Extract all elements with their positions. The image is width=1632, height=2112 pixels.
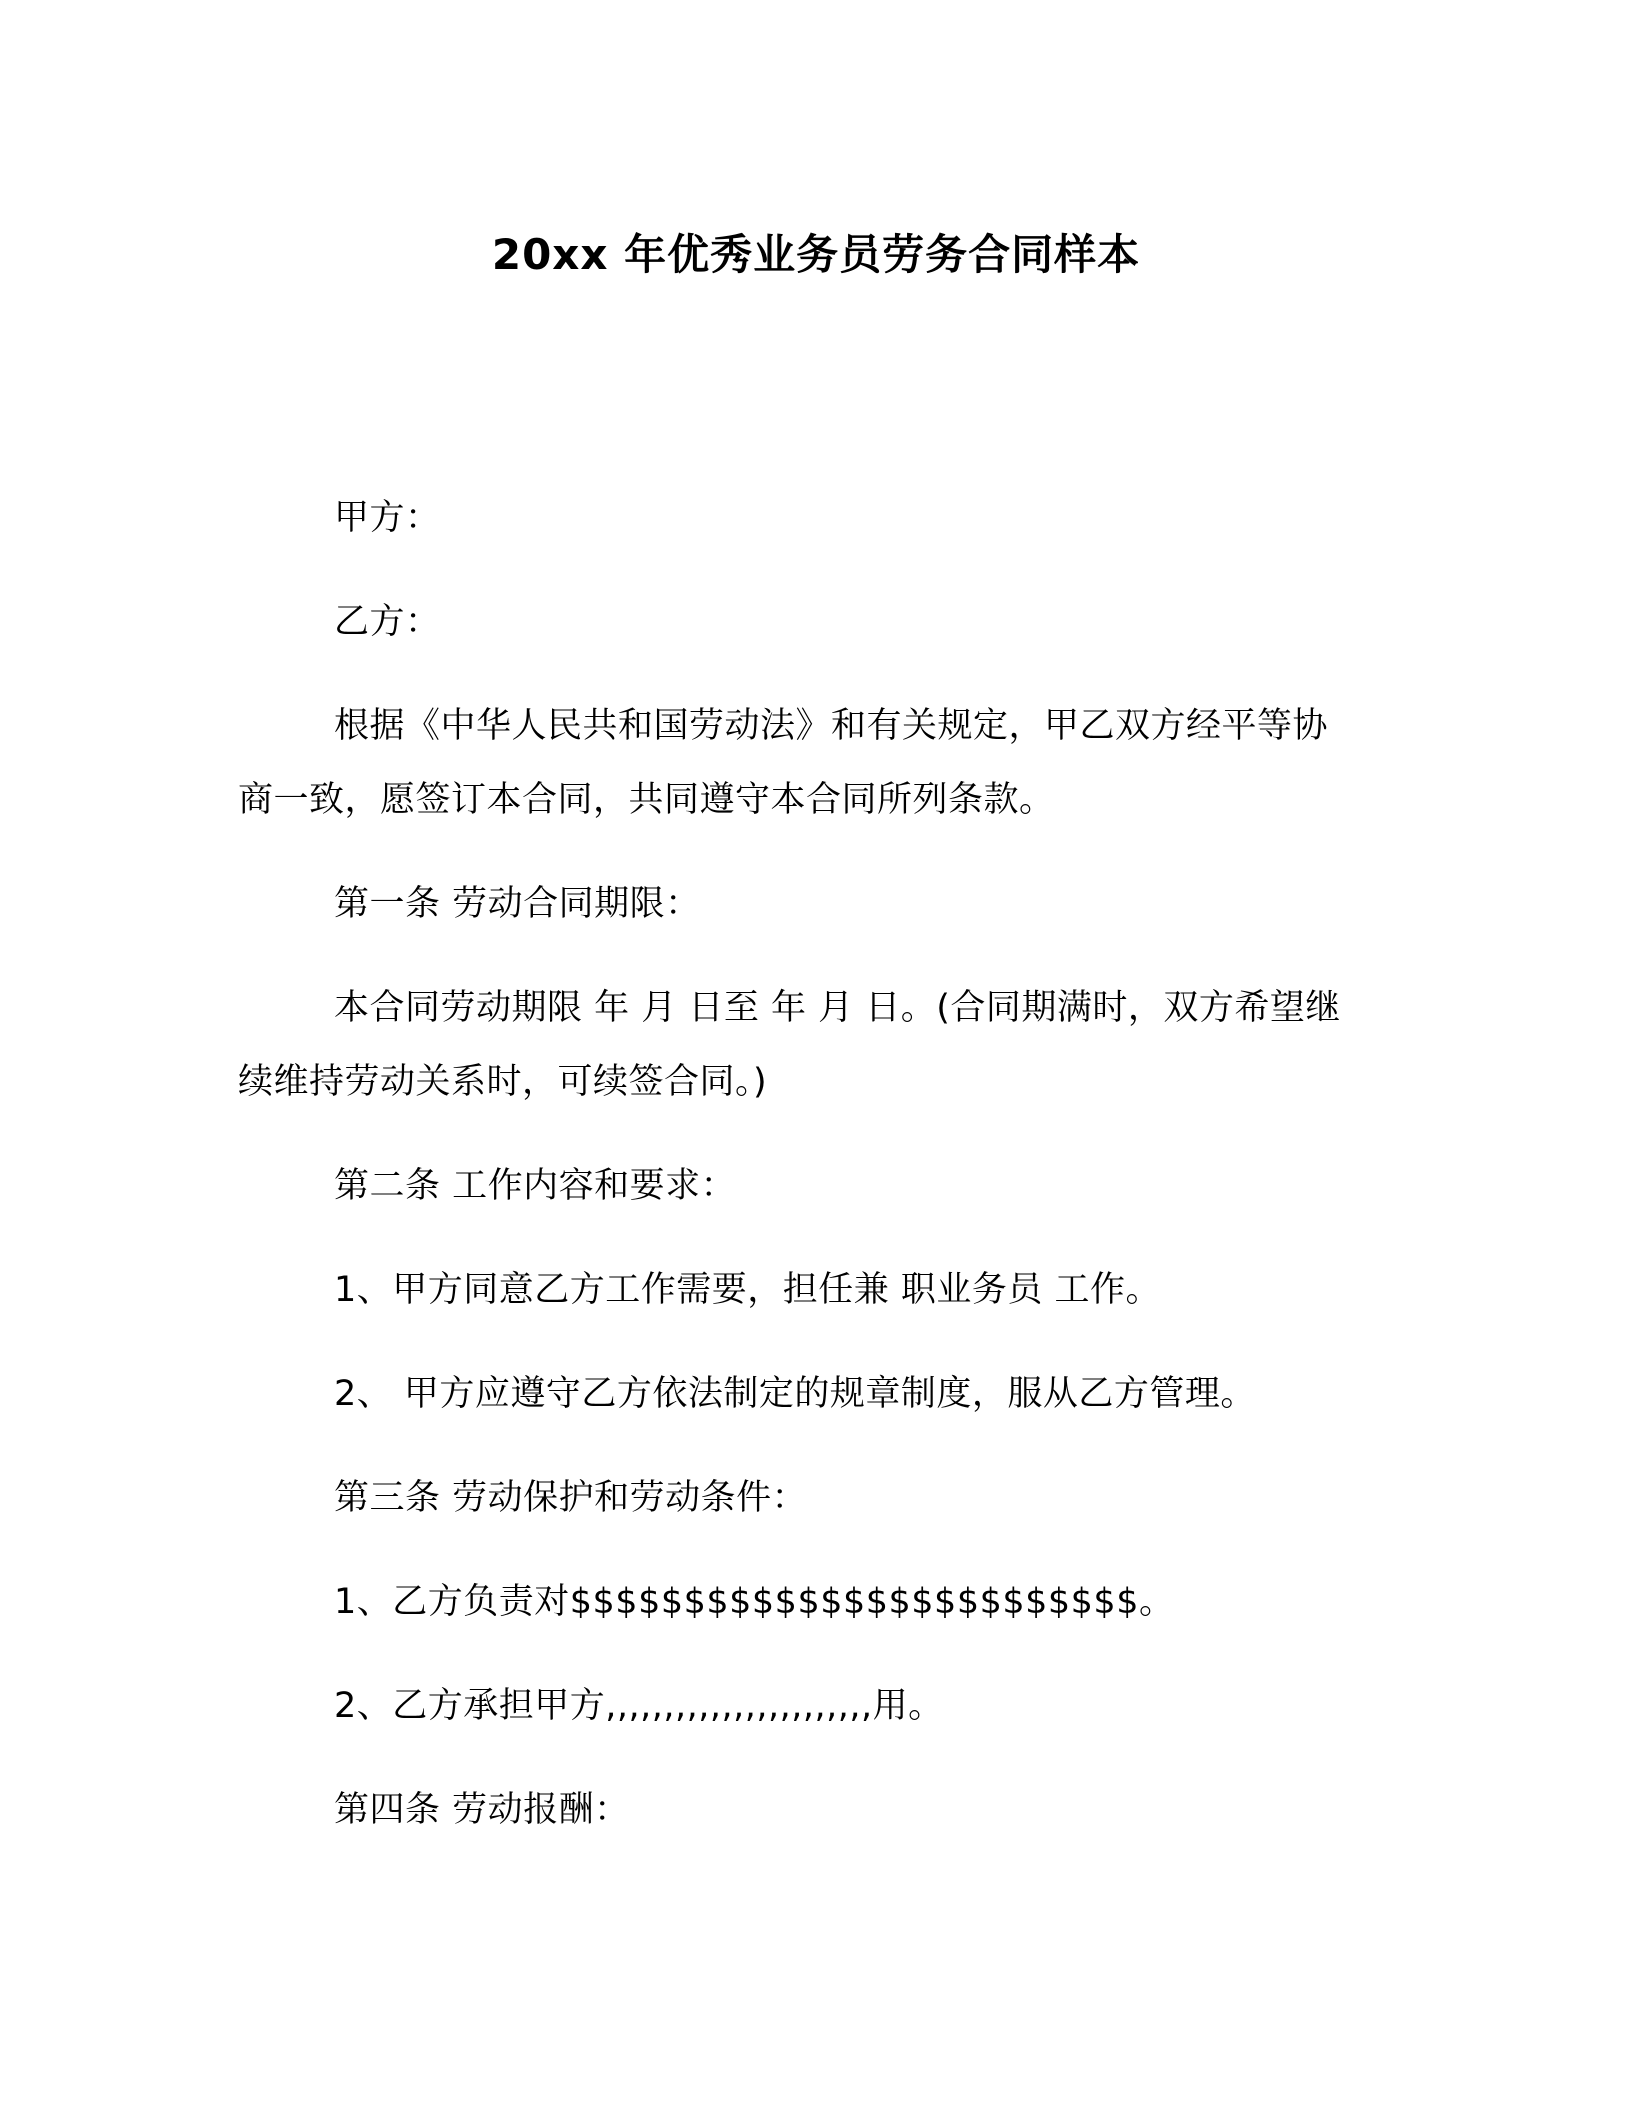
article-2-item-2: 2、 甲方应遵守乙方依法制定的规章制度，服从乙方管理。 <box>334 1374 1256 1414</box>
article-1-heading: 第一条 劳动合同期限： <box>334 884 701 924</box>
document-title: 20xx 年优秀业务员劳务合同样本 <box>491 230 1141 279</box>
article-1-text-1: 本合同劳动期限 年 月 日至 年 月 日。(合同期满时，双方希望继 <box>334 988 1341 1028</box>
article-3-item-2: 2、乙方承担甲方,,,,,,,,,,,,,,,,,,,,,,,用。 <box>334 1686 944 1726</box>
article-4-heading: 第四条 劳动报酬： <box>334 1790 630 1830</box>
article-2-item-1: 1、甲方同意乙方工作需要，担任兼 职业务员 工作。 <box>334 1270 1162 1310</box>
party-a-line: 甲方： <box>334 498 441 538</box>
party-b-line: 乙方： <box>334 602 441 642</box>
preamble-line-2: 商一致，愿签订本合同，共同遵守本合同所列条款。 <box>238 780 1055 820</box>
article-3-heading: 第三条 劳动保护和劳动条件： <box>334 1478 808 1518</box>
article-2-heading: 第二条 工作内容和要求： <box>334 1166 737 1206</box>
preamble-line-1: 根据《中华人民共和国劳动法》和有关规定，甲乙双方经平等协 <box>334 706 1329 746</box>
article-1-text-2: 续维持劳动关系时，可续签合同。) <box>238 1062 768 1102</box>
article-3-item-1: 1、乙方负责对$$$$$$$$$$$$$$$$$$$$$$$$$。 <box>334 1582 1175 1622</box>
